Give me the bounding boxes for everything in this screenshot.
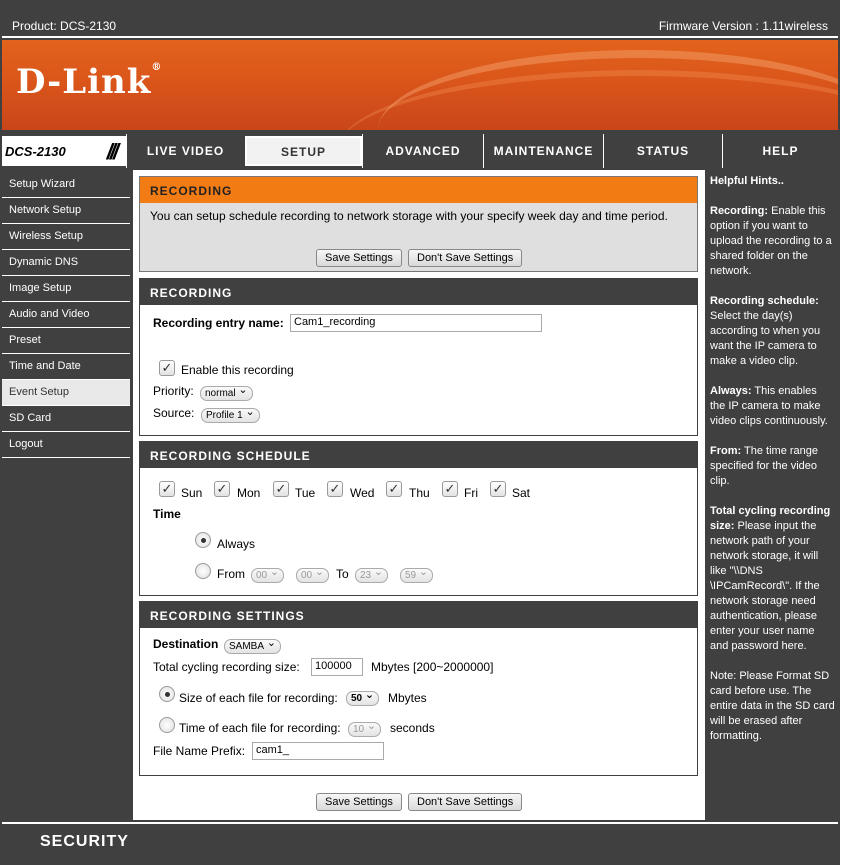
hint-from: From: The time range specified for the video clip.: [710, 445, 819, 487]
source-label: Source:: [153, 406, 195, 420]
brand-banner: [2, 40, 838, 130]
file-size-select[interactable]: 50 ⌄: [346, 691, 379, 706]
sidebar-item-event-setup[interactable]: Event Setup: [2, 380, 130, 406]
tab-maintenance[interactable]: MAINTENANCE: [483, 134, 603, 168]
banner-swoosh-2: [338, 70, 838, 130]
always-radio[interactable]: [195, 532, 211, 548]
save-settings-button-top[interactable]: Save Settings: [316, 249, 402, 267]
to-hour-select[interactable]: 23 ⌄: [355, 568, 388, 583]
enable-recording-checkbox[interactable]: ✓: [159, 360, 175, 376]
destination-label: Destination: [153, 637, 219, 651]
footer: [2, 822, 838, 865]
top-bar: [2, 14, 838, 38]
day-tue-checkbox[interactable]: ✓: [273, 481, 289, 497]
sidebar-item-setup-wizard[interactable]: Setup Wizard: [2, 172, 130, 198]
prefix-label: File Name Prefix:: [153, 744, 246, 758]
hint-always: Always: This enables the IP camera to make video clips continuously.: [710, 385, 828, 427]
day-sat-checkbox[interactable]: ✓: [490, 481, 506, 497]
priority-select[interactable]: normal ⌄: [200, 386, 253, 401]
destination-select[interactable]: SAMBA ⌄: [224, 639, 281, 654]
time-label: Time: [153, 507, 181, 521]
day-sun-checkbox[interactable]: ✓: [159, 481, 175, 497]
to-label: To: [336, 567, 349, 581]
source-select[interactable]: Profile 1 ⌄: [201, 408, 260, 423]
security-label: SECURITY: [40, 833, 129, 850]
from-minute-select[interactable]: 00 ⌄: [296, 568, 329, 583]
tab-live-video[interactable]: LIVE VIDEO: [126, 134, 244, 168]
intro-title: RECORDING: [140, 177, 697, 203]
schedule-panel: [139, 441, 698, 596]
tab-status[interactable]: STATUS: [603, 134, 722, 168]
recording-panel: [139, 278, 698, 436]
day-sun-label: Sun: [181, 486, 203, 500]
hint-cycling: Total cycling recording size: Please input the network path of your network storage, it will like "\\DNS \IPCamRecord\". If the network storage need authentication, please enter your user name and password here.: [710, 505, 831, 652]
cycling-size-unit: Mbytes [200~2000000]: [371, 660, 494, 674]
from-radio[interactable]: [195, 563, 211, 579]
day-thu-checkbox[interactable]: ✓: [386, 481, 402, 497]
tab-advanced[interactable]: ADVANCED: [362, 134, 483, 168]
file-time-select[interactable]: 10 ⌄: [348, 722, 381, 737]
file-size-label: Size of each file for recording:: [179, 691, 338, 705]
hints-title: Helpful Hints..: [710, 175, 784, 187]
recording-title: RECORDING: [140, 279, 697, 305]
tab-help[interactable]: HELP: [722, 134, 838, 168]
firmware-version: Firmware Version : 1.11wireless: [658, 19, 828, 33]
sidebar-item-logout[interactable]: Logout: [2, 432, 130, 458]
file-size-radio[interactable]: [159, 686, 175, 702]
always-label: Always: [217, 537, 256, 551]
day-fri-checkbox[interactable]: ✓: [442, 481, 458, 497]
settings-panel: [139, 601, 698, 776]
sidebar-item-audio-video[interactable]: Audio and Video: [2, 302, 130, 328]
day-tue-label: Tue: [295, 486, 316, 500]
sidebar-item-wireless-setup[interactable]: Wireless Setup: [2, 224, 130, 250]
tab-setup[interactable]: SETUP: [245, 136, 362, 166]
sidebar-item-network-setup[interactable]: Network Setup: [2, 198, 130, 224]
prefix-input[interactable]: cam1_: [252, 742, 384, 760]
priority-label: Priority:: [153, 384, 194, 398]
file-size-unit: Mbytes: [388, 691, 427, 705]
sidebar-item-time-date[interactable]: Time and Date: [2, 354, 130, 380]
file-time-unit: seconds: [390, 721, 435, 735]
save-settings-button-bottom[interactable]: Save Settings: [316, 793, 402, 811]
file-time-radio[interactable]: [159, 717, 175, 733]
from-hour-select[interactable]: 00 ⌄: [251, 568, 284, 583]
hint-schedule: Recording schedule: Select the day(s) according to when you want the IP camera to make a video clip.: [710, 295, 821, 367]
cycling-size-input[interactable]: 100000: [311, 658, 363, 676]
day-fri-label: Fri: [464, 486, 478, 500]
sidebar-item-preset[interactable]: Preset: [2, 328, 130, 354]
main-nav: [2, 134, 838, 168]
model-label: DCS-2130 ///: [2, 136, 126, 166]
intro-text: You can setup schedule recording to network storage with your specify week day and time period.: [150, 209, 668, 223]
settings-title: RECORDING SETTINGS: [140, 602, 697, 628]
dont-save-settings-button-top[interactable]: Don't Save Settings: [408, 249, 522, 267]
to-minute-select[interactable]: 59 ⌄: [400, 568, 433, 583]
dont-save-settings-button-bottom[interactable]: Don't Save Settings: [408, 793, 522, 811]
schedule-title: RECORDING SCHEDULE: [140, 442, 697, 468]
enable-recording-label: Enable this recording: [181, 363, 294, 377]
day-wed-label: Wed: [350, 486, 375, 500]
file-time-label: Time of each file for recording:: [179, 721, 341, 735]
sidebar-item-dynamic-dns[interactable]: Dynamic DNS: [2, 250, 130, 276]
cycling-size-label: Total cycling recording size:: [153, 660, 300, 674]
sidebar: [2, 172, 130, 458]
day-thu-label: Thu: [409, 486, 430, 500]
hint-note: Note: Please Format SD card before use. The entire data in the SD card will be erased after formatting.: [710, 670, 835, 742]
day-sat-label: Sat: [512, 486, 531, 500]
intro-panel: [139, 176, 698, 272]
day-mon-checkbox[interactable]: ✓: [214, 481, 230, 497]
from-label: From: [217, 567, 245, 581]
sidebar-item-image-setup[interactable]: Image Setup: [2, 276, 130, 302]
entry-name-label: Recording entry name:: [153, 316, 284, 330]
sidebar-item-sd-card[interactable]: SD Card: [2, 406, 130, 432]
hint-recording: Recording: Enable this option if you want to upload the recording to a shared folder on the network.: [710, 205, 832, 277]
day-mon-label: Mon: [237, 486, 261, 500]
helpful-hints: [707, 170, 838, 820]
entry-name-input[interactable]: Cam1_recording: [290, 314, 542, 332]
dlink-logo: D-Link®: [16, 62, 163, 102]
day-wed-checkbox[interactable]: ✓: [327, 481, 343, 497]
product-name: Product: DCS-2130: [12, 19, 117, 33]
main-content: [133, 170, 705, 820]
